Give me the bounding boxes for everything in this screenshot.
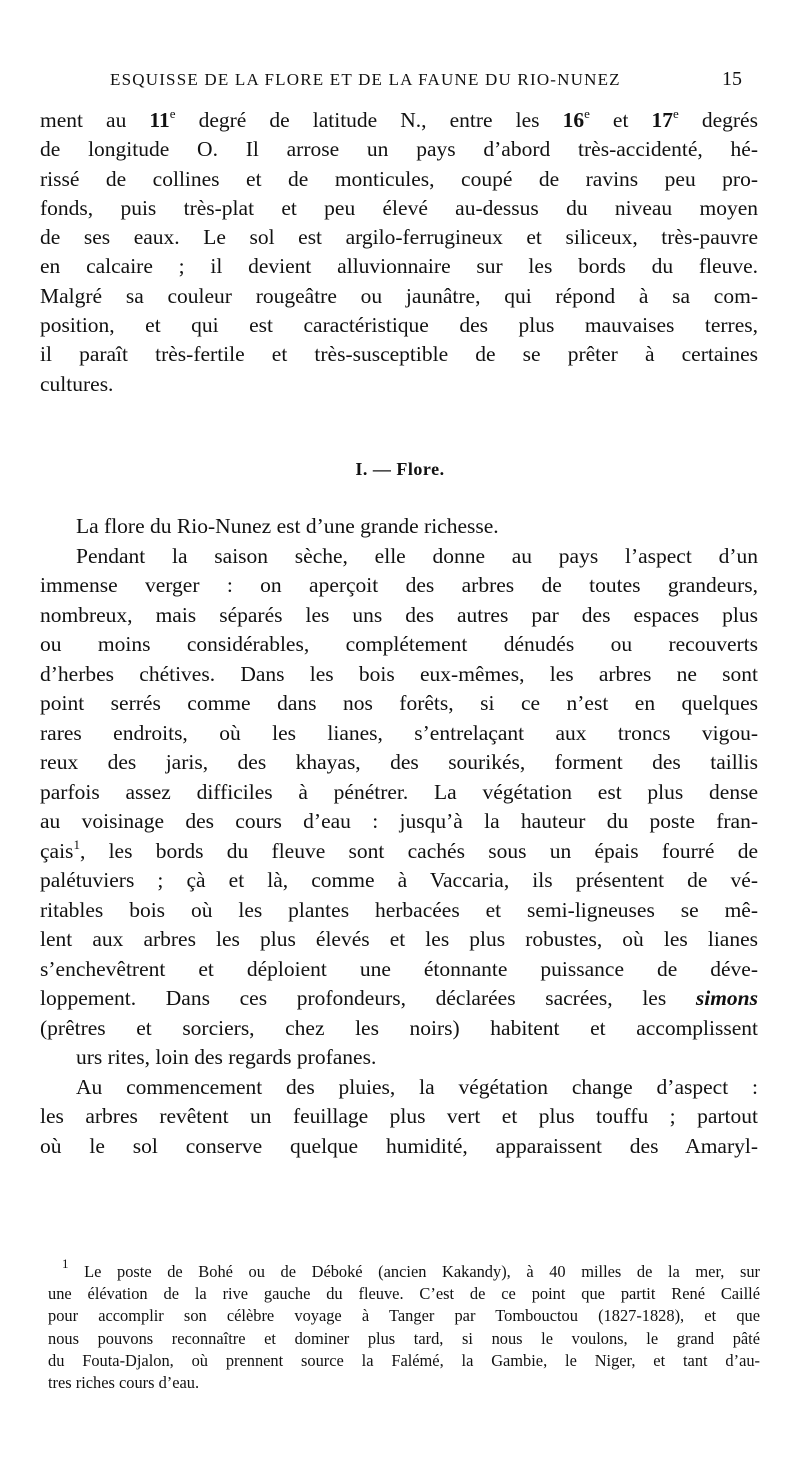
footnote-line: tres riches cours d’eau. (48, 1373, 200, 1393)
text-line: où le sol conserve quelque humidité, apparaissent des Amaryl- (40, 1133, 758, 1158)
text-line: au voisinage des cours d’eau : jusqu’à la hauteur du poste fran- (40, 809, 758, 833)
text-line: (prêtres et sorciers, chez les noirs) habitent et accomplissent (40, 1015, 758, 1040)
text-line: reux des jaris, des khayas, des sourikés, forment des taillis (40, 750, 758, 774)
text-line: parfois assez difficiles à pénétrer. La végétation est plus dense (40, 779, 758, 804)
text-line: les arbres revêtent un feuillage plus vert et plus touffu ; partout (40, 1104, 758, 1128)
footnote-line: du Fouta-Djalon, où prennent source la Falémé, la Gambie, le Niger, et tant d’au- (48, 1350, 760, 1370)
section-heading: I. — Flore. (355, 459, 445, 479)
footnote-reference: 1 (73, 836, 80, 852)
footnote-line: pour accomplir son célèbre voyage à Tanger par Tombouctou (1827-1828), et que (48, 1306, 760, 1326)
text-line: cultures. (40, 371, 114, 396)
text-line: de ses eaux. Le sol est argilo-ferrugineux et siliceux, très-pauvre (40, 225, 758, 250)
text-line: çais$^1$, les bords du fleuve sont cachés sous un épais fourré de (40, 836, 758, 863)
paragraph-first-line: Pendant la saison sèche, elle donne au pays l’aspect d’un (76, 543, 758, 568)
text-line: rares endroits, où les lianes, s’entrelaçant aux troncs vigou- (40, 720, 758, 745)
footnote-marker: 1 (62, 1256, 69, 1271)
footnote (48, 1256, 761, 1394)
text-line: Malgré sa couleur rougeâtre ou jaunâtre, qui répond à sa com- (40, 283, 758, 308)
text-line: en calcaire ; il devient alluvionnaire sur les bords du fleuve. (40, 254, 758, 279)
text-line: s’enchevêtrent et déploient une étonnante puissance de déve- (40, 956, 758, 981)
paragraph-first-line: Au commencement des pluies, la végétation change d’aspect : (76, 1074, 758, 1099)
text-line: ment au 11e degré de latitude N., entre les 16e et 17e degrés (40, 106, 758, 132)
footnote-first-line: $^1$ Le poste de Bohé ou de Déboké (ancien Kakandy), à 40 milles de la mer, sur (62, 1256, 761, 1281)
text-line: il paraît très-fertile et très-susceptible de se prêter à certaines (40, 342, 758, 367)
intro-paragraph (40, 106, 758, 399)
text-line: loppement. Dans ces profondeurs, déclarées sacrées, les simons (40, 986, 758, 1010)
text-line: point serrés comme dans nos forêts, si ce n’est en quelques (40, 691, 758, 715)
text-line: d’herbes chétives. Dans les bois eux-mêmes, les arbres ne sont (40, 661, 758, 686)
text-line: ritables bois où les plantes herbacées et semi-ligneuses se mê- (40, 897, 758, 922)
text-line: position, et qui est caractéristique des plus mauvaises terres, (40, 313, 758, 338)
paragraph-first-line: La flore du Rio-Nunez est d’une grande richesse. (76, 514, 499, 538)
text-line: palétuviers ; çà et là, comme à Vaccaria, ils présentent de vé- (40, 868, 758, 892)
footnote-line: nous pouvons reconnaître et dominer plus tard, si nous le voulons, le grand pâté (48, 1328, 760, 1348)
text-line: immense verger : on aperçoit des arbres de toutes grandeurs, (40, 573, 758, 597)
text-line: ou moins considérables, complétement dénudés ou recouverts (40, 632, 758, 656)
italic-term: simons (695, 986, 758, 1010)
text-line: rissé de collines et de monticules, coupé de ravins peu pro- (40, 166, 758, 191)
page-number: 15 (722, 68, 742, 90)
footnote-line: une élévation de la rive gauche du fleuve. C’est de ce point que partit René Caillé (48, 1284, 760, 1304)
flore-text (40, 512, 758, 1161)
text-line: lent aux arbres les plus élevés et les plus robustes, où les lianes (40, 927, 758, 951)
text-line: fonds, puis très-plat et peu élevé au-dessus du niveau moyen (40, 195, 758, 220)
text-line: urs rites, loin des regards profanes. (76, 1045, 377, 1069)
text-line: de longitude O. Il arrose un pays d’abord très-accidenté, hé- (40, 137, 758, 162)
text-line: nombreux, mais séparés les uns des autres par des espaces plus (40, 602, 758, 627)
running-title: ESQUISSE DE LA FLORE ET DE LA FAUNE DU RIO-NUNEZ (110, 70, 621, 89)
